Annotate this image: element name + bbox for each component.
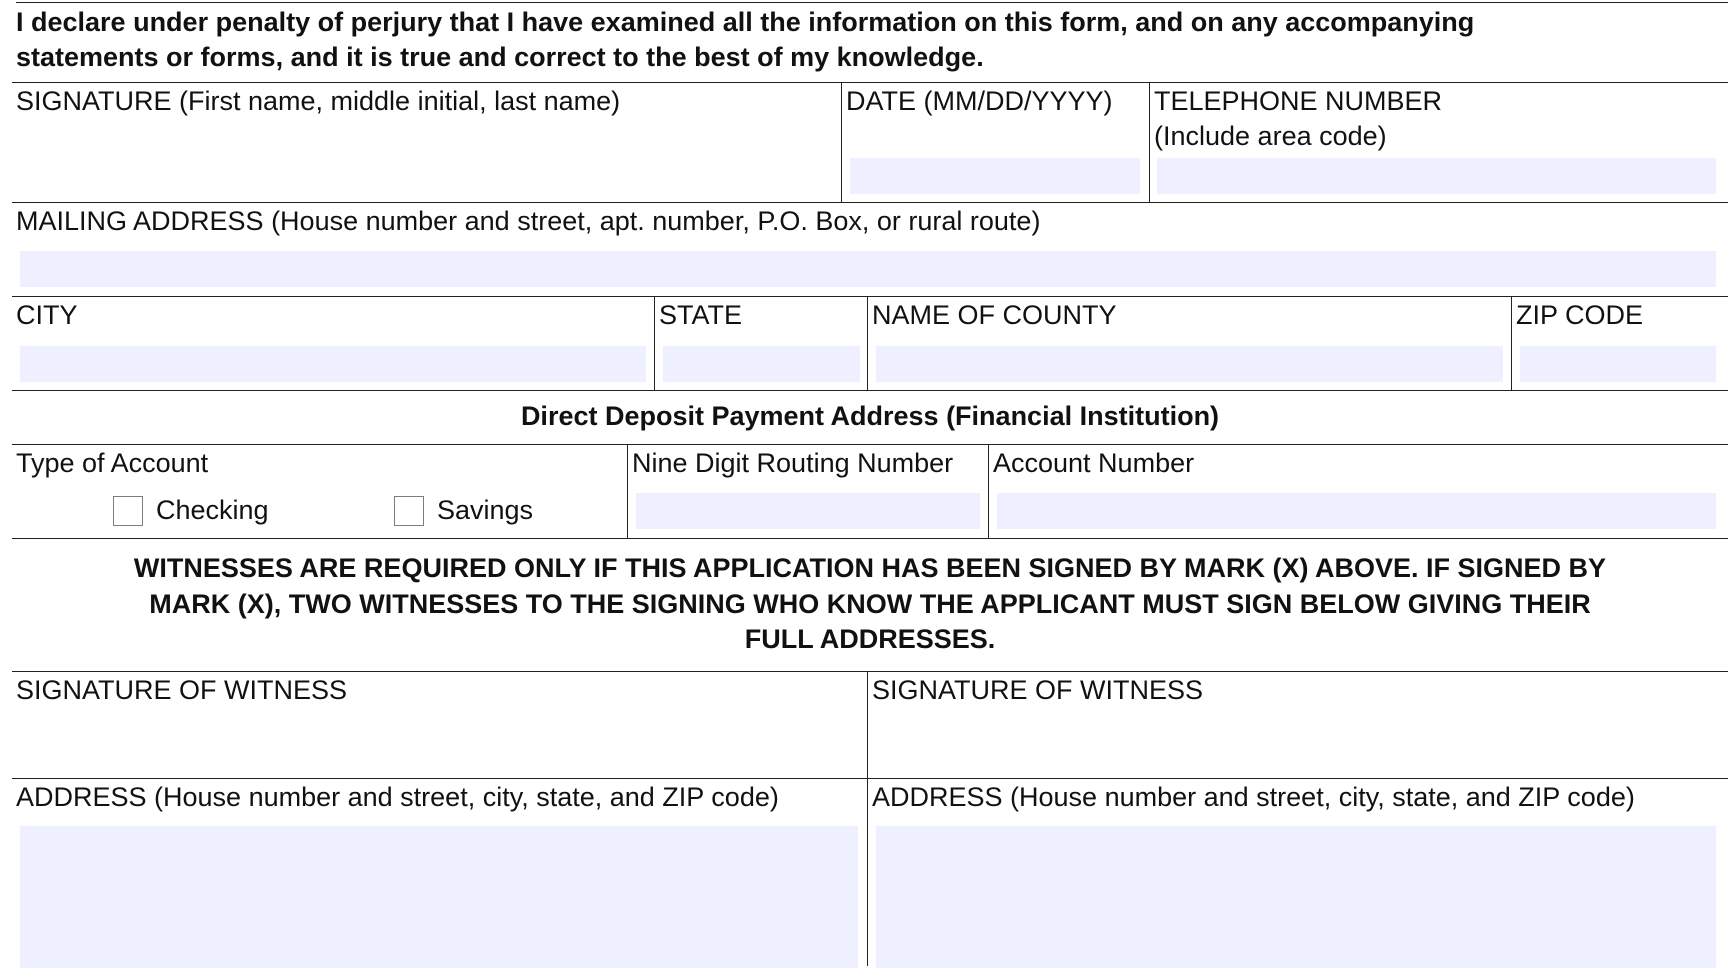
mailing-address-label: MAILING ADDRESS (House number and street, apt. number, P.O. Box, or rural route): [16, 206, 1041, 236]
direct-deposit-heading: Direct Deposit Payment Address (Financial Institution): [520, 401, 1220, 431]
checking-checkbox[interactable]: [113, 496, 143, 526]
county-label: NAME OF COUNTY: [872, 300, 1117, 330]
declaration-line-1: I declare under penalty of perjury that I have examined all the information on this form, and on any accompanying: [16, 7, 1475, 37]
routing-number-label: Nine Digit Routing Number: [632, 448, 954, 478]
checking-checkbox-wrapper: [113, 496, 143, 526]
phone-field[interactable]: [1157, 158, 1716, 194]
divider-routing-account: [988, 444, 989, 538]
savings-checkbox[interactable]: [394, 496, 424, 526]
divider-type-routing: [627, 444, 628, 538]
divider-sig-date: [841, 82, 842, 203]
phone-label-line-2: (Include area code): [1154, 121, 1387, 151]
zip-label: ZIP CODE: [1516, 300, 1644, 330]
account-number-label: Account Number: [993, 448, 1195, 478]
witness-notice-line-1: WITNESSES ARE REQUIRED ONLY IF THIS APPLICATION HAS BEEN SIGNED BY MARK (X) ABOVE. IF SIGNED BY: [133, 553, 1607, 583]
savings-checkbox-wrapper: [394, 496, 424, 526]
witness-notice-line-3: FULL ADDRESSES.: [744, 624, 996, 654]
routing-number-field[interactable]: [636, 493, 980, 529]
witness-1-signature-label: SIGNATURE OF WITNESS: [16, 675, 348, 705]
savings-label: Savings: [437, 495, 534, 525]
witness-2-address-label: ADDRESS (House number and street, city, state, and ZIP code): [872, 782, 1635, 812]
rule-below-direct-deposit-heading: [12, 444, 1728, 445]
signature-label: SIGNATURE (First name, middle initial, last name): [16, 86, 621, 116]
rule-below-signature-row: [12, 202, 1728, 203]
state-label: STATE: [659, 300, 743, 330]
county-field[interactable]: [876, 346, 1503, 382]
state-field[interactable]: [663, 346, 860, 382]
rule-below-location: [12, 390, 1728, 391]
top-rule: [16, 2, 1728, 3]
mailing-address-field[interactable]: [20, 251, 1716, 287]
rule-below-declaration: [12, 82, 1728, 83]
rule-above-witnesses: [12, 671, 1728, 672]
account-type-label: Type of Account: [16, 448, 209, 478]
divider-state-county: [867, 296, 868, 391]
rule-below-account-row: [12, 538, 1728, 539]
zip-field[interactable]: [1520, 346, 1716, 382]
witness-1-address-field[interactable]: [20, 826, 858, 968]
divider-witness-columns: [867, 671, 868, 966]
witness-2-signature-label: SIGNATURE OF WITNESS: [872, 675, 1204, 705]
divider-city-state: [654, 296, 655, 391]
witness-notice-line-2: MARK (X), TWO WITNESSES TO THE SIGNING WHO KNOW THE APPLICANT MUST SIGN BELOW GIVING THEIR: [149, 589, 1591, 619]
divider-date-phone: [1149, 82, 1150, 203]
account-number-field[interactable]: [997, 493, 1716, 529]
rule-below-mailing: [12, 296, 1728, 297]
witness-1-address-label: ADDRESS (House number and street, city, state, and ZIP code): [16, 782, 779, 812]
phone-label-line-1: TELEPHONE NUMBER: [1154, 86, 1443, 116]
witness-2-address-field[interactable]: [876, 826, 1716, 968]
city-field[interactable]: [20, 346, 646, 382]
city-label: CITY: [16, 300, 78, 330]
divider-county-zip: [1511, 296, 1512, 391]
rule-below-witness-signatures: [12, 778, 1728, 779]
declaration-line-2: statements or forms, and it is true and correct to the best of my knowledge.: [16, 42, 984, 72]
date-label: DATE (MM/DD/YYYY): [846, 86, 1113, 116]
date-field[interactable]: [850, 158, 1140, 194]
checking-label: Checking: [156, 495, 269, 525]
